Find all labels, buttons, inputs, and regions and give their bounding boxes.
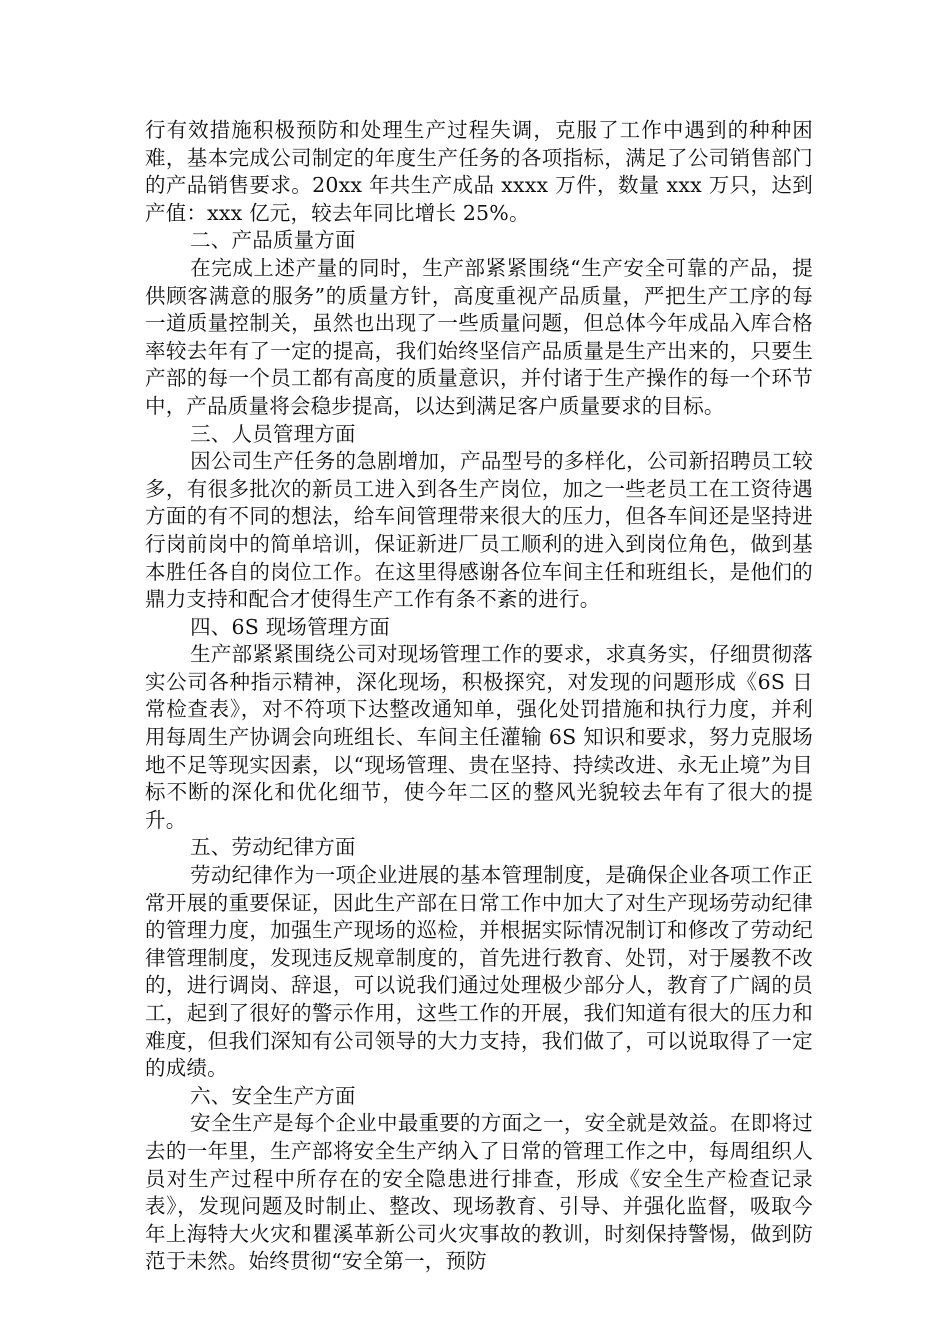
section-heading-quality: 二、产品质量方面 bbox=[190, 228, 356, 253]
section-paragraph-safety: 安全生产是每个企业中最重要的方面之一，安全就是效益。在即将过去的一年里，生产部将安全生产纳入了日常的管理工作之中，每周组织人员对生产过程中所存在的安全隐患进行排查，形成《安全生产检查记录表》，发现问题及时制止、整改、现场教育、引导、并强化监督，吸取今年上海特大火灾和瞿溪革新公司火灾事故的教训，时刻保持警惕，做到防范于未然。始终贯彻“安全第一，预防 bbox=[145, 1111, 813, 1274]
section-heading-6s: 四、6S 现场管理方面 bbox=[190, 614, 390, 639]
section-heading-personnel: 三、人员管理方面 bbox=[190, 421, 356, 446]
document-body bbox=[145, 117, 813, 1276]
section-heading-safety: 六、安全生产方面 bbox=[190, 1083, 356, 1108]
intro-paragraph: 行有效措施积极预防和处理生产过程失调，克服了工作中遇到的种种困难，基本完成公司制定的年度生产任务的各项指标，满足了公司销售部门的产品销售要求。20xx 年共生产成品 xxxx 万件，数量 xxx 万只，达到产值：xxx 亿元，较去年同比增长 25%。 bbox=[145, 118, 813, 225]
section-paragraph-discipline: 劳动纪律作为一项企业进展的基本管理制度，是确保企业各项工作正常开展的重要保证，因此生产部在日常工作中加大了对生产现场劳动纪律的管理力度，加强生产现场的巡检，并根据实际情况制订和修改了劳动纪律管理制度，发现违反规章制度的，首先进行教育、处罚，对于屡教不改的，进行调岗、辞退，可以说我们通过处理极少部分人，教育了广阔的员工，起到了很好的警示作用，这些工作的开展，我们知道有很大的压力和难度，但我们深知有公司领导的大力支持，我们做了，可以说取得了一定的成绩。 bbox=[145, 863, 813, 1081]
section-paragraph-6s: 生产部紧紧围绕公司对现场管理工作的要求，求真务实，仔细贯彻落实公司各种指示精神，深化现场，积极探究，对发现的问题形成《6S 日常检查表》，对不符项下达整改通知单，强化处罚措施和执行力度，并利用每周生产协调会向班组长、车间主任灌输 6S 知识和要求，努力克服场地不足等现实因素，以“现场管理、贵在坚持、持续改进、永无止境”为目标不断的深化和优化细节，使今年二区的整风光貌较去年有了很大的提升。 bbox=[145, 642, 813, 832]
section-paragraph-personnel: 因公司生产任务的急剧增加，产品型号的多样化，公司新招聘员工较多，有很多批次的新员工进入到各生产岗位，加之一些老员工在工资待遇方面的有不同的想法，给车间管理带来很大的压力，但各车间还是坚持进行岗前岗中的简单培训，保证新进厂员工顺利的进入到岗位角色，做到基本胜任各自的岗位工作。在这里得感谢各位车间主任和班组长，是他们的鼎力支持和配合才使得生产工作有条不紊的进行。 bbox=[145, 449, 813, 612]
section-heading-discipline: 五、劳动纪律方面 bbox=[190, 835, 356, 860]
section-paragraph-quality: 在完成上述产量的同时，生产部紧紧围绕“生产安全可靠的产品，提供顾客满意的服务”的质量方针，高度重视产品质量，严把生产工序的每一道质量控制关，虽然也出现了一些质量问题，但总体今年成品入库合格率较去年有了一定的提高，我们始终坚信产品质量是生产出来的，只要生产部的每一个员工都有高度的质量意识，并付诸于生产操作的每一个环节中，产品质量将会稳步提高，以达到满足客户质量要求的目标。 bbox=[145, 255, 813, 418]
